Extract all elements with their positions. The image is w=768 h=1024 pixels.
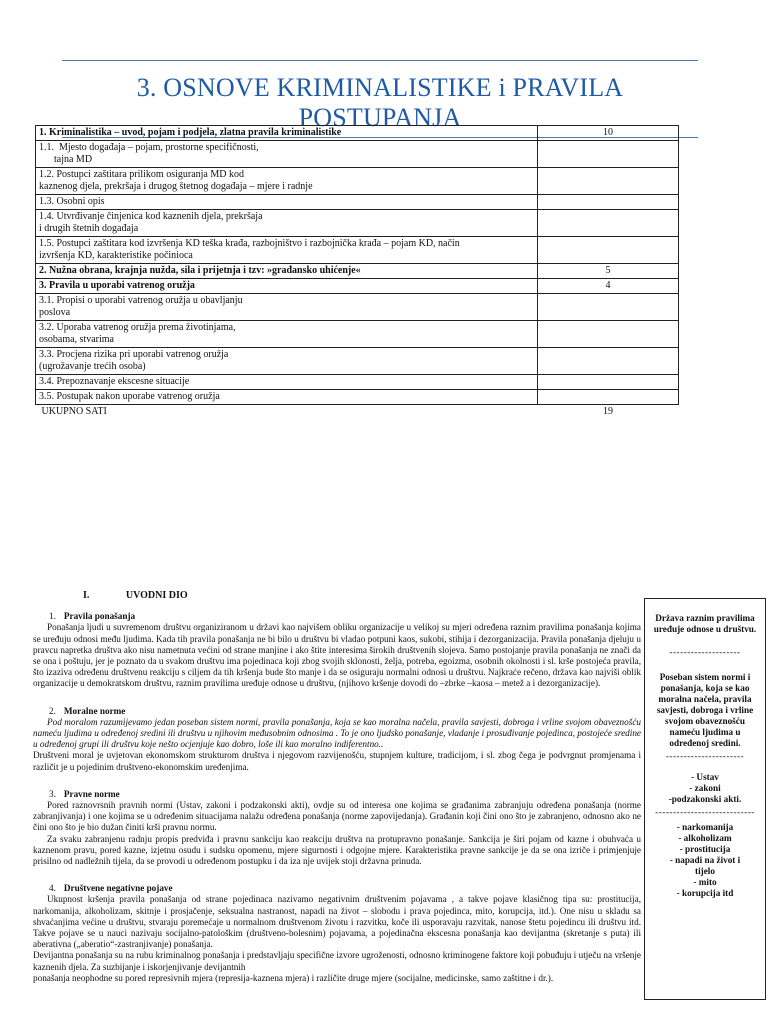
main-text [33,590,641,984]
syllabus-topic [36,294,538,321]
syllabus-hours [538,390,679,405]
syllabus-topic [36,210,538,237]
summary-law-ustav: - Ustav [691,772,719,782]
syllabus-topic-line: izvršenja KD, karakteristike počinioca [39,250,193,261]
syllabus-table [35,125,679,419]
syllabus-topic-line: 3.5. Postupak nakon uporabe vatrenog oružja [39,391,220,402]
syllabus-topic [36,126,538,141]
title-rule-top [62,60,698,61]
subsection-4-paragraph-2: Devijantna ponašanja su na rubu kriminalnog ponašanja i predstavljaju specifične izvore ugroženosti, odnosno kriminogene faktore koji pobuđuju i utječu na vršenje kaznenih djela. Za suzbijanje i iskorjenjivanje devijantnih [33,950,641,972]
subsection-2-paragraph-1: Pod moralom razumijevamo jedan poseban sistem normi, pravila ponašanja, koja se kao moralna načela, pravila savjesti, dobroga i vrline svojom obaveznošću nameću ljudima u određenoj sredini ili društvu u njihovim međusobnim odnosima . To je ono ljudsko ponašanje, vladanje i prosuđivanje pojedinca, postojeće sredine u određenoj grupi ili društvu koje nešto ocjenjuje kao dobro, loše ili kao moralno indiferentno.. [33,716,641,750]
syllabus-topic [36,390,538,405]
section-heading [83,590,641,601]
subsection-4-heading [49,883,641,894]
syllabus-topic-line: i drugih štetnih događaja [39,223,139,234]
syllabus-row [36,210,679,237]
syllabus-row [36,126,679,141]
syllabus-row [36,195,679,210]
summary-divider-3: ---------------------------- [655,807,755,817]
subsection-3-paragraph-2: Za svaku zabranjenu radnju propis predviđa i pravnu sankciju kao reakciju društva na protupravno ponašanje. Sankcija je širi pojam od kazne i obuhvaća u kaznenom pravu, pored kazne, izjetnu osudu i sudsku opomenu, mjere sigurnosti i odgojne mjere. Karakteristika pravne sankcije je da se ona izriče i primjenjuje prisilno od nadležnih tijela, da se provodi u određenom postupku i da iza nje uvijek stoji državna prinuda. [33,833,641,867]
syllabus-row [36,279,679,294]
syllabus-topic [36,141,538,168]
syllabus-row [36,375,679,390]
summary-item-alkoholizam: - alkoholizam [678,833,732,843]
syllabus-topic [36,264,538,279]
syllabus-topic-line: (ugrožavanje trećih osoba) [39,361,146,372]
syllabus-hours [538,375,679,390]
syllabus-topic-line: 3.4. Prepoznavanje ekscesne situacije [39,376,190,387]
syllabus-topic-line: 3. Pravila u uporabi vatrenog oružja [39,280,195,291]
summary-item-mito: - mito [693,877,717,887]
syllabus-hours [538,321,679,348]
subsection-2-paragraph-2: Društveni moral je uvjetovan ekonomskom strukturom društva i njegovom razvijenošću, stupnjem kulture, tradicijom, i sl. zbog čega je podvrgnut promjenama i različit je u pojedinim društveno-ekonomskim uređenjima. [33,750,641,772]
subsection-4-paragraph-3: ponašanja neophodne su pored represivnih mjera (represija-kaznena mjera) i različite druge mjere (socijalne, medicinske, samo zaštitne i dr.). [33,972,554,983]
subsection-2-title: Moralne norme [63,705,126,716]
summary-item-prostitucija: - prostitucija [679,844,731,854]
syllabus-hours [538,168,679,195]
syllabus-total-row [36,405,679,420]
margin-summary-box [644,598,766,1000]
syllabus-row [36,264,679,279]
syllabus-row [36,294,679,321]
syllabus-hours [538,237,679,264]
syllabus-topic-line: tajna MD [39,154,93,165]
syllabus-hours [538,210,679,237]
summary-item-korupcija: - korupcija itd [676,888,734,898]
summary-divider-2: ---------------------- [665,751,745,761]
syllabus-total-label: UKUPNO SATI [41,406,107,417]
section-title: UVODNI DIO [125,590,188,601]
subsection-1-title: Pravila ponašanja [63,611,136,622]
syllabus-hours: 5 [538,264,679,279]
syllabus-row [36,168,679,195]
syllabus-row [36,321,679,348]
summary-item-narkomanija: - narkomanija [676,822,734,832]
syllabus-topic [36,279,538,294]
syllabus-topic-line: 3.2. Uporaba vatrenog oružja prema životinjama, [39,322,236,333]
syllabus-topic [36,237,538,264]
subsection-4-paragraph-1: Ukupnost kršenja pravila ponašanja od strane pojedinaca nazivamo negativnim društvenim pojavama , a takve pojave klasičnog tipa su: prostitucija, narkomanija, alkoholizam, skitnje i prosjačenje, seksualna nastranost, napadi na život – slobodu i prava pojedinca, mito, korupcija, itd.). One nisu u skladu sa shvaćanjima većine u društvu, stvaraju poremećaje u normalnom društvenom životu i razvitku, koče ili usporavaju razvitak, nanose štetu pojedincu ili društvu itd. Takve pojave se u nauci nazivaju socijalno-patološkim (društveno-bolesnim) pojavama, a pojedinačna ekscesna ponašanja kao devijantna (skretanje s puta) ili aberativna („aberatio“-zastranjivanje) ponašanja. [33,894,641,950]
subsection-2-heading [49,706,641,717]
syllabus-topic-line: 1.4. Utvrđivanje činjenica kod kaznenih djela, prekršaja [39,211,263,222]
subsection-3-heading [49,789,641,800]
syllabus-row [36,141,679,168]
summary-law-zakoni: - zakoni [689,783,721,793]
syllabus-row [36,348,679,375]
syllabus-topic [36,348,538,375]
subsection-2-number: 2. [49,705,56,716]
syllabus-topic [36,375,538,390]
summary-rules: Država raznim pravilima uređuje odnose u društvu. [653,613,757,634]
page-title: 3. OSNOVE KRIMINALISTIKE i PRAVILA POSTUPANJA [136,73,624,132]
summary-moral: Poseban sistem normi i ponašanja, koja se kao moralna načela, pravila savjesti, dobroga i vrline svojom obaveznošću nameću ljudima u određenoj sredini. [656,672,754,748]
syllabus-topic-line: 2. Nužna obrana, krajnja nužda, sila i prijetnja i tzv: »građansko uhićenje« [39,265,361,276]
syllabus-total-value: 19 [603,406,613,417]
subsection-1-heading [49,611,641,622]
subsection-4-number: 4. [49,883,56,894]
syllabus-hours: 10 [538,126,679,141]
syllabus-topic [36,195,538,210]
subsection-3-number: 3. [49,788,56,799]
syllabus-topic-line: 3.1. Propisi o uporabi vatrenog oružja u obavljanju [39,295,243,306]
summary-law-akti: -podzakonski akti. [668,794,742,804]
syllabus-topic-line: 1.5. Postupci zaštitara kod izvršenja KD teška krađa, razbojništvo i razbojnička krađa – pojam KD, način [39,238,460,249]
syllabus-topic-line: 1.2. Postupci zaštitara prilikom osiguranja MD kod [39,169,244,180]
subsection-1-number: 1. [49,611,56,622]
syllabus-row [36,237,679,264]
syllabus-topic [36,168,538,195]
syllabus-topic-line: 1.3. Osobni opis [39,196,105,207]
syllabus-hours [538,294,679,321]
subsection-4-title: Društvene negativne pojave [63,883,173,894]
summary-item-napadi: - napadi na život i tijelo [669,855,741,876]
syllabus-topic-line: kaznenog djela, prekršaja i drugog štetnog događaja – mjere i radnje [39,181,313,192]
subsection-3-paragraph-1: Pored raznovrsnih pravnih normi (Ustav, zakoni i podzakonski akti), ovdje su od interesa one kojima se građanima zabranjuju određena ponašanja (norme zabranjivanja) i one kojima se u određenim situacijama nalažu određena ponašanja (norme zapovijedanja). Građanin koji čini ono što je zabranjeno, odnosno ako ne čini ono što je bio dužan činiti krši pravnu normu. [33,800,641,833]
syllabus-hours [538,348,679,375]
syllabus-topic-line: 1. Kriminalistika – uvod, pojam i podjela, zlatna pravila kriminalistike [39,127,342,138]
summary-divider-1: -------------------- [669,647,741,657]
syllabus-hours [538,141,679,168]
syllabus-topic-line: 1.1. Mjesto događaja – pojam, prostorne specifičnosti, [39,142,259,153]
syllabus-topic-line: poslova [39,307,71,318]
syllabus-row [36,390,679,405]
syllabus-topic [36,321,538,348]
syllabus-topic-line: osobama, stvarima [39,334,114,345]
syllabus-hours [538,195,679,210]
section-number: I. [83,590,90,601]
syllabus-topic-line: 3.3. Procjena rizika pri uporabi vatrenog oružja [39,349,229,360]
subsection-1-paragraph: Ponašanja ljudi u suvremenom društvu organiziranom u državi kao najvišem obliku organizacije u velikoj su mjeri određena raznim pravilima ponašanja kojima se uređuju odnosi među ljudima. Kada tih pravila ponašanja ne bi bilo u društvu bi vladao potpuni kaos, sukobi, stihija i dezorganizacija. Pravila ponašanja djeluju u pravcu napretka društva ako nisu nametnuta većini od strane manjine i ako štite interesima širokih društvenih slojeva. Samo postojanje pravila ponašanja ne znači da se ona i poštuju, jer je poznato da u svakom društvu ima pojedinaca koji zbog svojih sklonosti, želja, potreba, egoizma, osobnih okolnosti i sl. krše postojeća pravila, što izaziva određenu društvenu reakciju s ciljem da tih kršenja bude što manje i da se osiguraju normalni odnosi u društvu. Najkraće rečeno, država kao najviši oblik organizacije u demokratskom društvu, raznim pravilima uređuje odnose u društvu, (njihovo kršenje dovodi do –zbrke –kaosa – metež a i dezorganizacije). [33,622,641,689]
subsection-3-title: Pravne norme [63,788,120,799]
syllabus-hours: 4 [538,279,679,294]
